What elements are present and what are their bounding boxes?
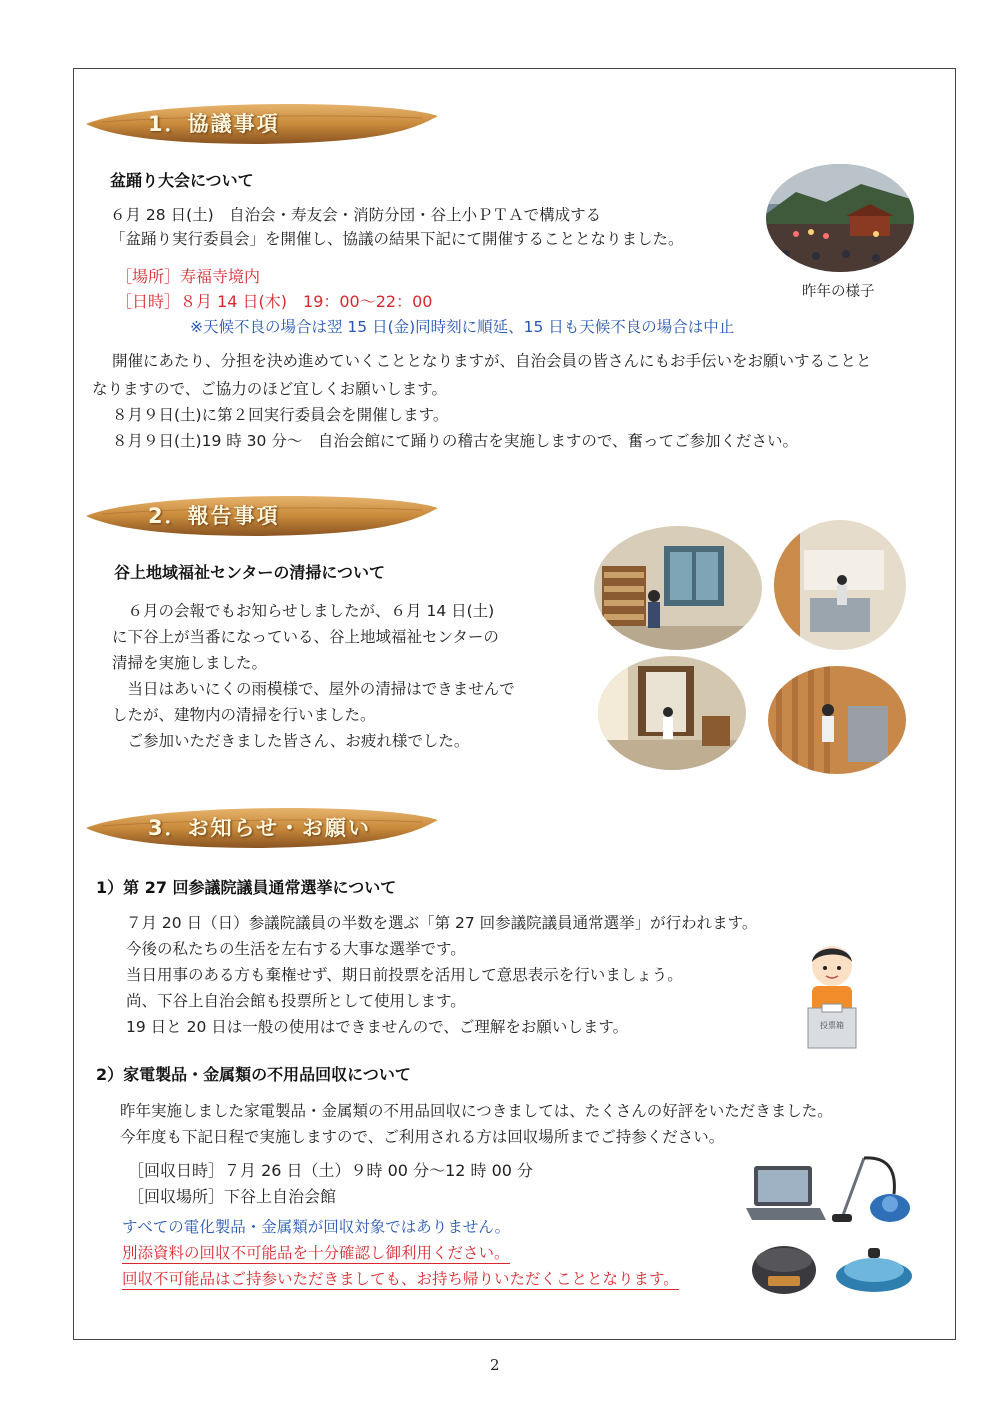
election-line-2: 今後の私たちの生活を左右する大事な選挙です。 (126, 940, 466, 958)
ballot-box-label: 投票箱 (820, 1021, 844, 1030)
collection-note-blue: すべての電化製品・金属類が回収対象ではありません。 (122, 1218, 511, 1236)
section1-body-3: ８月９日(土)に第２回実行委員会を開催します。 (112, 406, 449, 424)
election-heading: 1）第 27 回参議院議員通常選挙について (96, 878, 397, 897)
event-datetime: ［日時］８月 14 日(木) 19：00～22：00 (116, 292, 433, 311)
section2-banner (82, 488, 442, 540)
section2-body-6: ご参加いただきました皆さん、お疲れ様でした。 (112, 732, 470, 750)
hot-plate-icon (832, 1240, 916, 1296)
section1-title: 1．協議事項 (148, 112, 280, 136)
cleaning-photo-room (768, 666, 906, 774)
section1-body-2: なりますので、ご協力のほど宜しくお願いします。 (92, 380, 447, 398)
section2-body-4: 当日はあいにくの雨模様で、屋外の清掃はできませんで (112, 680, 515, 698)
collection-place: ［回収場所］下谷上自治会館 (128, 1187, 337, 1206)
section2-title: 2．報告事項 (148, 504, 280, 528)
cleaning-photo-hallway (598, 656, 746, 770)
section2-subtitle: 谷上地域福祉センターの清掃について (114, 563, 386, 582)
section3-banner (82, 800, 442, 852)
page-number: 2 (490, 1356, 500, 1374)
bon-dance-photo (766, 164, 914, 272)
collection-note-red-2: 回収不可能品はご持参いただきましても、お持ち帰りいただくこととなります。 (122, 1270, 679, 1288)
section2-body-5: したが、建物内の清掃を行いました。 (112, 706, 376, 724)
cleaning-photo-kitchen (774, 520, 906, 650)
collection-note-red-1: 別添資料の回収不可能品を十分確認し御利用ください。 (122, 1244, 510, 1262)
event-place: ［場所］寿福寺境内 (116, 267, 261, 286)
weather-note: ※天候不良の場合は翌 15 日(金)同時刻に順延、15 日も天候不良の場合は中止 (190, 318, 735, 336)
section2-body-3: 清掃を実施しました。 (112, 654, 268, 672)
section1-line-1: ６月 28 日(土) 自治会・寿友会・消防分団・谷上小ＰＴＡで構成する (110, 206, 602, 224)
election-line-5: 19 日と 20 日は一般の使用はできませんので、ご理解をお願いします。 (126, 1018, 629, 1036)
collection-heading: 2）家電製品・金属類の不用品回収について (96, 1065, 411, 1084)
voter-illustration-icon (796, 938, 868, 1050)
section2-body-2: に下谷上が当番になっている、谷上地域福祉センターの (112, 628, 499, 646)
election-line-4: 尚、下谷上自治会館も投票所として使用します。 (126, 992, 466, 1010)
vacuum-cleaner-icon (828, 1148, 914, 1228)
section3-title: 3．お知らせ・お願い (148, 816, 371, 840)
collection-line-1: 昨年実施しました家電製品・金属類の不用品回収につきましては、たくさんの好評をいただきました。 (120, 1102, 833, 1120)
section2-body-1: ６月の会報でもお知らせしましたが、６月 14 日(土) (112, 602, 495, 620)
collection-line-2: 今年度も下記日程で実施しますので、ご利用される方は回収場所までご持参ください。 (120, 1128, 725, 1146)
section1-banner (82, 96, 442, 148)
section1-subtitle: 盆踊り大会について (110, 171, 254, 190)
photo-caption: 昨年の様子 (802, 284, 875, 300)
rice-cooker-icon (748, 1236, 820, 1298)
election-line-3: 当日用事のある方も棄権せず、期日前投票を活用して意思表示を行いましょう。 (126, 966, 683, 984)
section1-body-1: 開催にあたり、分担を決め進めていくこととなりますが、自治会員の皆さんにもお手伝いをお願いすることと (112, 352, 872, 370)
election-line-1: ７月 20 日（日）参議院議員の半数を選ぶ「第 27 回参議院議員通常選挙」が行われます。 (126, 914, 758, 932)
section1-line-2: 「盆踊り実行委員会」を開催し、協議の結果下記にて開催することとなりました。 (110, 230, 684, 248)
section1-body-4: ８月９日(土)19 時 30 分～ 自治会館にて踊りの稽古を実施しますので、奮ってご参加ください。 (112, 432, 799, 450)
cleaning-photo-entrance (594, 526, 762, 650)
laptop-icon (744, 1162, 828, 1226)
collection-date: ［回収日時］７月 26 日（土）９時 00 分～12 時 00 分 (128, 1161, 534, 1180)
